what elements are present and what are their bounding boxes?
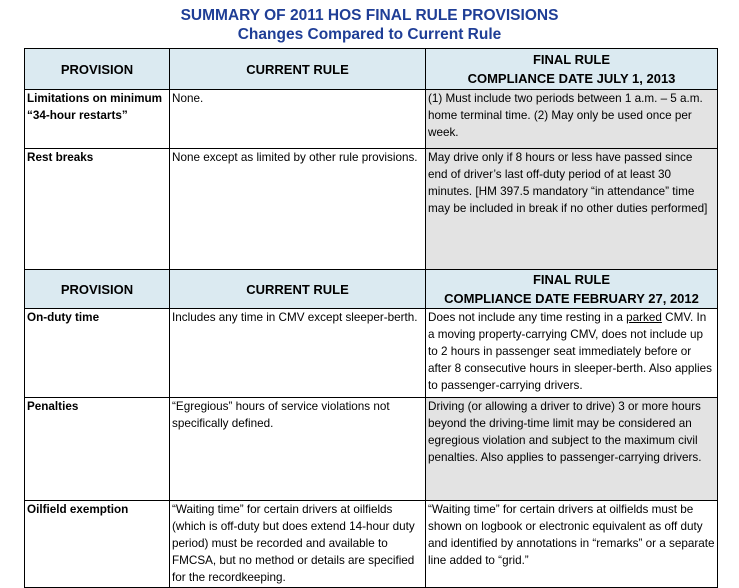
final-rule-cell xyxy=(426,309,718,398)
current-rule-cell: None except as limited by other rule provisions. xyxy=(170,149,426,270)
column-header-current-rule: CURRENT RULE xyxy=(170,49,426,90)
table-row xyxy=(25,398,718,501)
column-header-current-rule: CURRENT RULE xyxy=(170,270,426,309)
table-header-row xyxy=(25,49,718,90)
final-rule-cell: (1) Must include two periods between 1 a.m. – 5 a.m. home terminal time. (2) May only be used once per week. xyxy=(426,90,718,149)
document-subtitle: Changes Compared to Current Rule xyxy=(237,26,502,43)
final-rule-cell: Driving (or allowing a driver to drive) 3 or more hours beyond the driving-time limit may be considered an egregious violation and subject to the maximum civil penalties. Also applies to passenger-carrying drivers. xyxy=(426,398,718,501)
table-row xyxy=(25,149,718,270)
provision-cell: Rest breaks xyxy=(25,149,170,270)
document-title: SUMMARY OF 2011 HOS FINAL RULE PROVISIONS xyxy=(180,7,559,24)
provision-cell: Penalties xyxy=(25,398,170,501)
final-rule-cell: May drive only if 8 hours or less have passed since end of driver’s last off-duty period of at least 30 minutes. [HM 397.5 mandatory “in attendance” time may be included in break if no other duties performed] xyxy=(426,149,718,270)
underlined-word: parked xyxy=(626,311,662,324)
column-header-final-rule xyxy=(426,270,718,309)
compliance-date-label: COMPLIANCE DATE FEBRUARY 27, 2012 xyxy=(444,291,699,306)
current-rule-cell: “Egregious” hours of service violations not specifically defined. xyxy=(170,398,426,501)
final-rule-label: FINAL RULE xyxy=(532,272,611,287)
table-row xyxy=(25,90,718,149)
current-rule-cell: None. xyxy=(170,90,426,149)
table-header-row xyxy=(25,270,718,309)
compliance-date-label: COMPLIANCE DATE JULY 1, 2013 xyxy=(467,71,676,86)
table-row xyxy=(25,501,718,588)
table-row xyxy=(25,309,718,398)
final-rule-text: Does not include any time resting in a xyxy=(428,311,627,324)
current-rule-cell: Includes any time in CMV except sleeper-berth. xyxy=(170,309,426,398)
provision-cell: On-duty time xyxy=(25,309,170,398)
final-rule-text: CMV. In a moving property-carrying CMV, does not include up to 2 hours in passenger seat immediately before or after 8 consecutive hours in sleeper-berth. Also applies to passenger-carrying drivers. xyxy=(428,311,712,392)
current-rule-cell: “Waiting time” for certain drivers at oilfields (which is off-duty but does extend 14-hour duty period) must be recorded and available to FMCSA, but no method or details are specified for the recordkeeping. xyxy=(170,501,426,588)
title-block xyxy=(0,6,739,44)
provision-cell: Limitations on minimum “34-hour restarts” xyxy=(25,90,170,149)
provision-cell: Oilfield exemption xyxy=(25,501,170,588)
column-header-final-rule xyxy=(426,49,718,90)
final-rule-cell: “Waiting time” for certain drivers at oilfields must be shown on logbook or electronic equivalent as off duty and identified by annotations in “remarks” or a separate line added to “grid.” xyxy=(426,501,718,588)
column-header-provision: PROVISION xyxy=(25,270,170,309)
final-rule-label: FINAL RULE xyxy=(532,52,611,67)
column-header-provision: PROVISION xyxy=(25,49,170,90)
provisions-table xyxy=(24,48,718,588)
